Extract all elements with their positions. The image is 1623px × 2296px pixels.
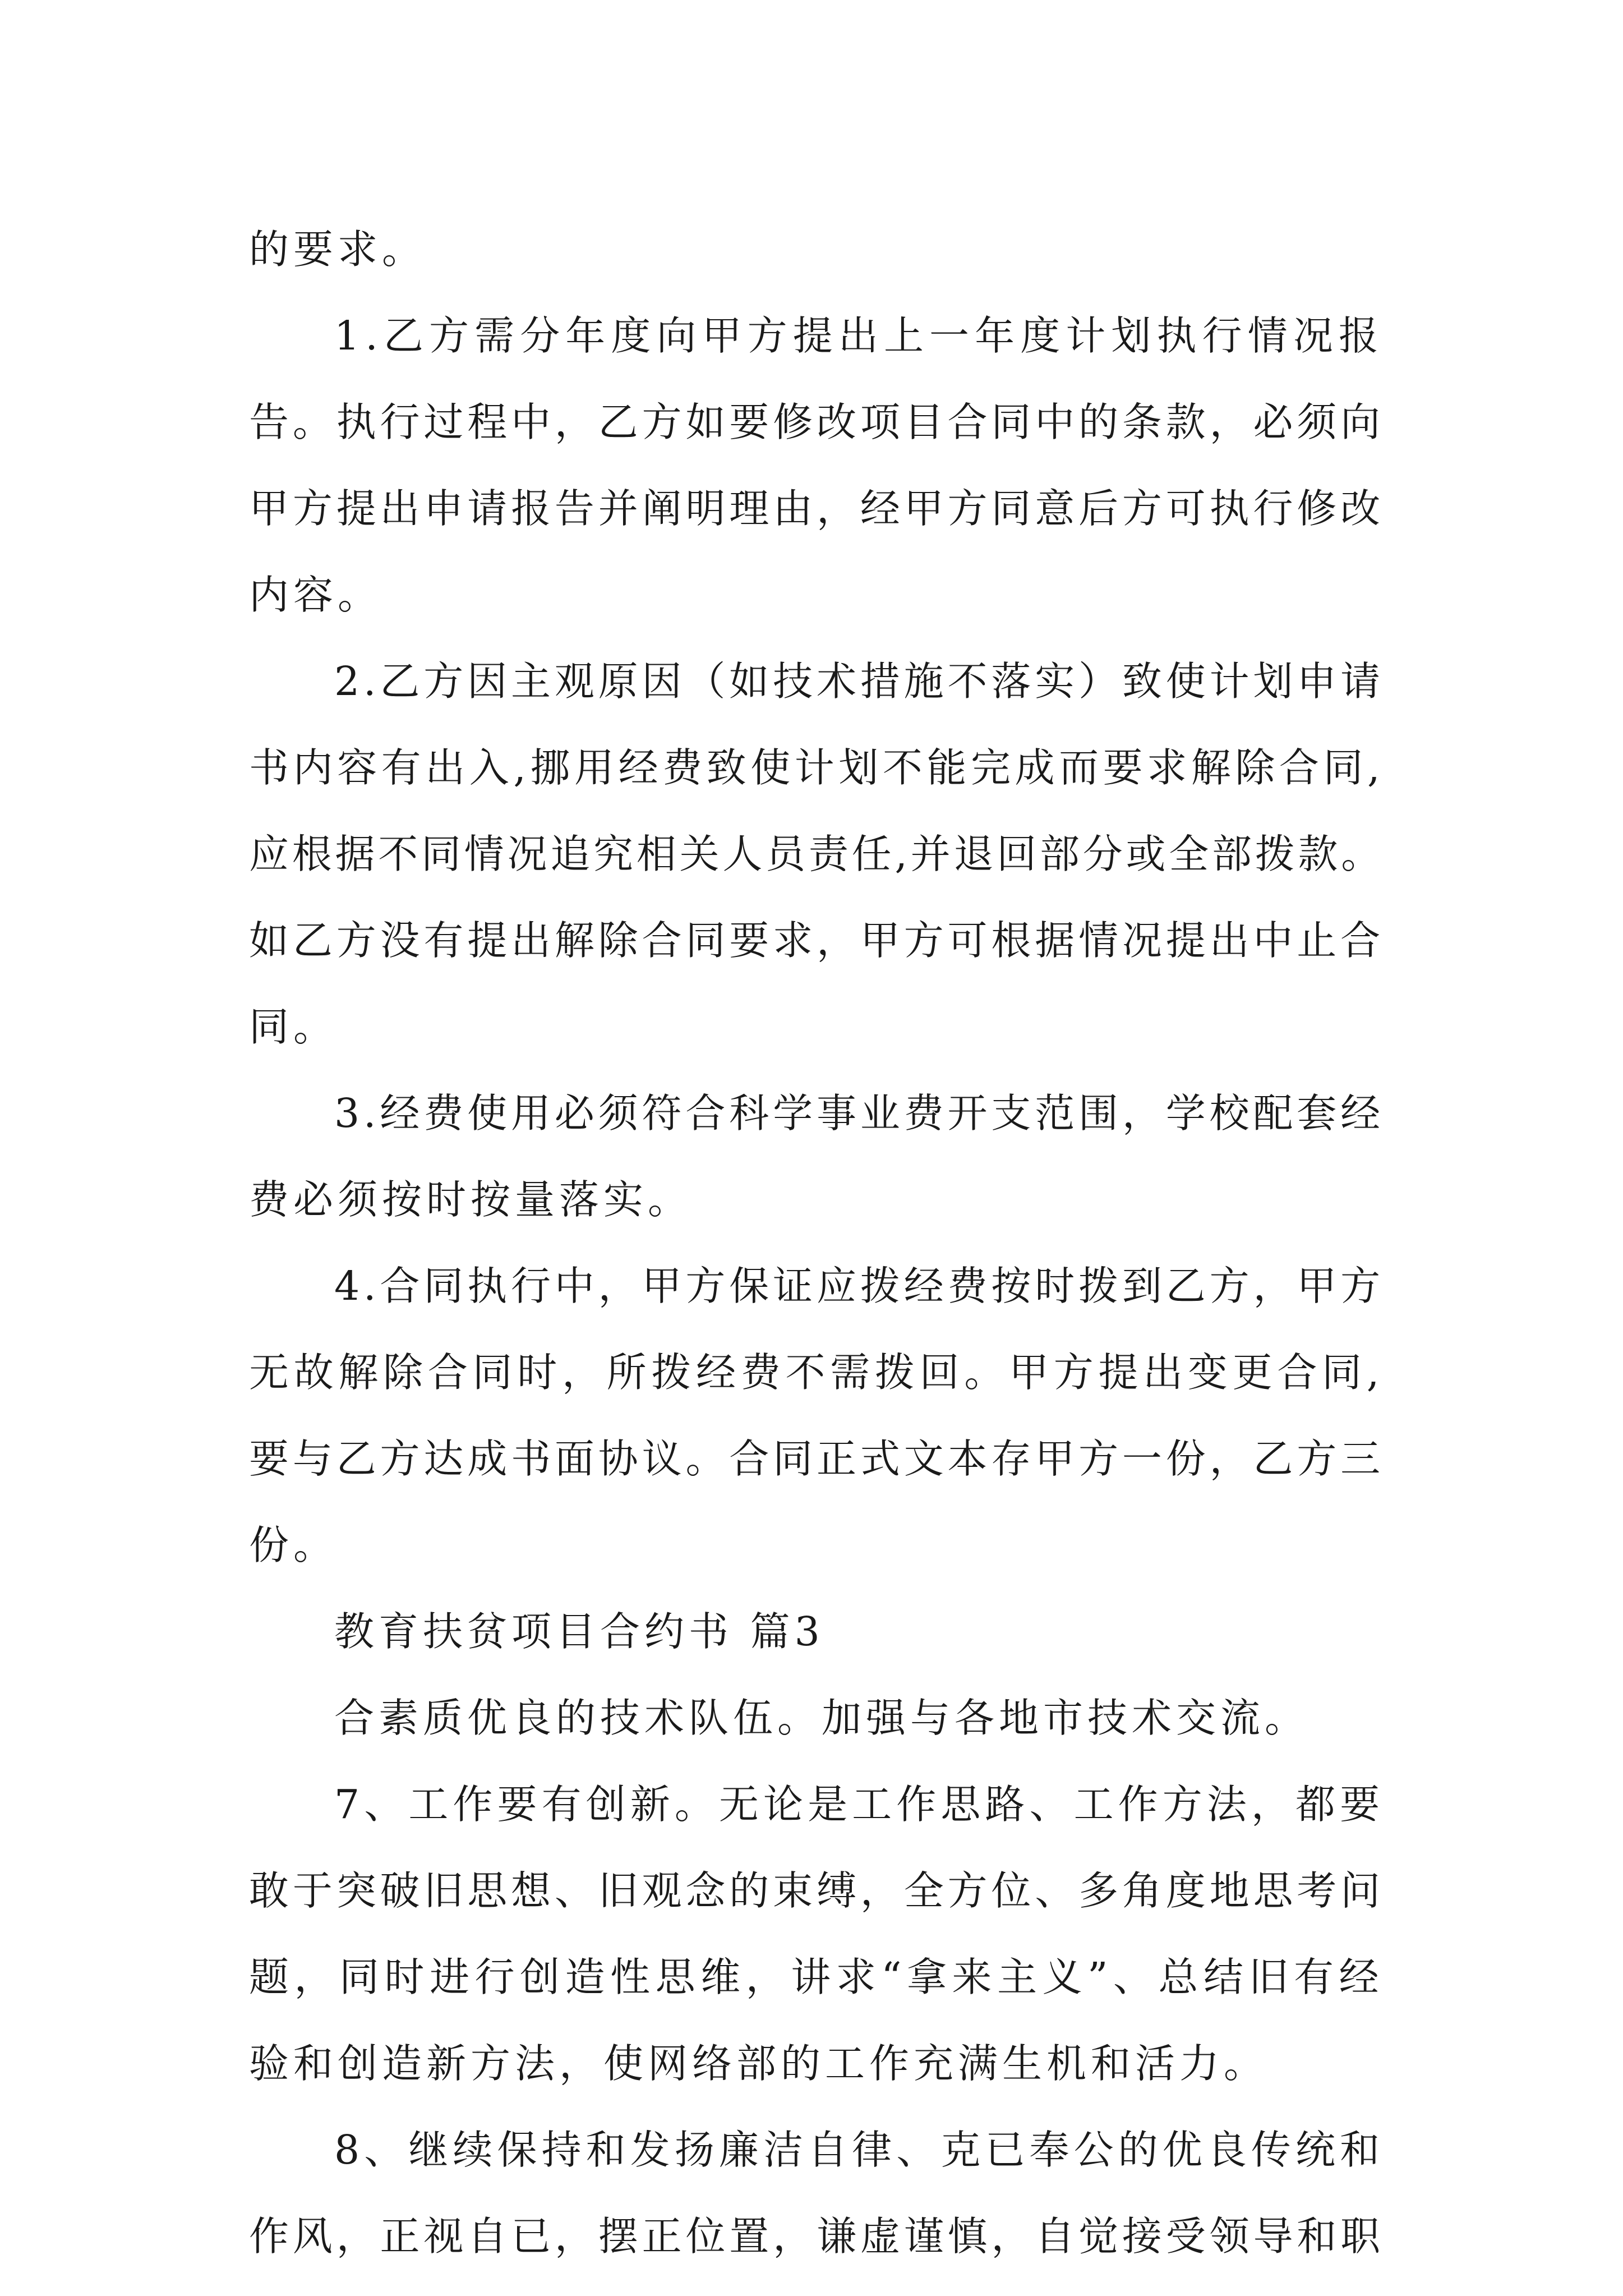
text-line: 份。 [249,1522,338,1568]
text-line: 4.合同执行中，甲方保证应拨经费按时拨到乙方，甲方 [334,1263,1384,1309]
text-line: 题，同时进行创造性思维，讲求“拿来主义”、总结旧有经 [249,1954,1384,2000]
section-heading: 教育扶贫项目合约书 篇3 [334,1608,824,1655]
text-line: 3.经费使用必须符合科学事业费开支范围，学校配套经 [334,1090,1384,1137]
text-line: 1.乙方需分年度向甲方提出上一年度计划执行情况报 [334,312,1384,359]
text-line: 内容。 [249,572,382,618]
text-line: 2.乙方因主观原因（如技术措施不落实）致使计划申请 [334,658,1384,705]
text-line: 无故解除合同时，所拨经费不需拨回。甲方提出变更合同, [249,1349,1384,1396]
text-line: 费必须按时按量落实。 [249,1176,693,1223]
text-line: 告。执行过程中，乙方如要修改项目合同中的条款，必须向 [249,399,1385,445]
text-line: 要与乙方达成书面协议。合同正式文本存甲方一份，乙方三 [249,1435,1385,1482]
text-line: 敢于突破旧思想、旧观念的束缚，全方位、多角度地思考问 [249,1867,1385,1914]
text-line: 验和创造新方法，使网络部的工作充满生机和活力。 [249,2040,1269,2087]
text-line: 应根据不同情况追究相关人员责任,并退回部分或全部拨款。 [249,831,1384,877]
text-line: 的要求。 [249,226,427,273]
text-line: 合素质优良的技术队伍。加强与各地市技术交流。 [334,1695,1310,1741]
text-line: 8、继续保持和发扬廉洁自律、克已奉公的优良传统和 [334,2127,1385,2173]
text-line: 同。 [249,1004,338,1050]
text-line: 7、工作要有创新。无论是工作思路、工作方法，都要 [334,1781,1385,1828]
text-line: 如乙方没有提出解除合同要求，甲方可根据情况提出中止合 [249,917,1385,964]
document-body [249,206,1384,2280]
text-line: 作风，正视自已，摆正位置，谦虚谨慎，自觉接受领导和职 [249,2213,1385,2260]
text-line: 书内容有出入,挪用经费致使计划不能完成而要求解除合同, [249,744,1385,791]
text-line: 甲方提出申请报告并阐明理由，经甲方同意后方可执行修改 [249,485,1385,532]
